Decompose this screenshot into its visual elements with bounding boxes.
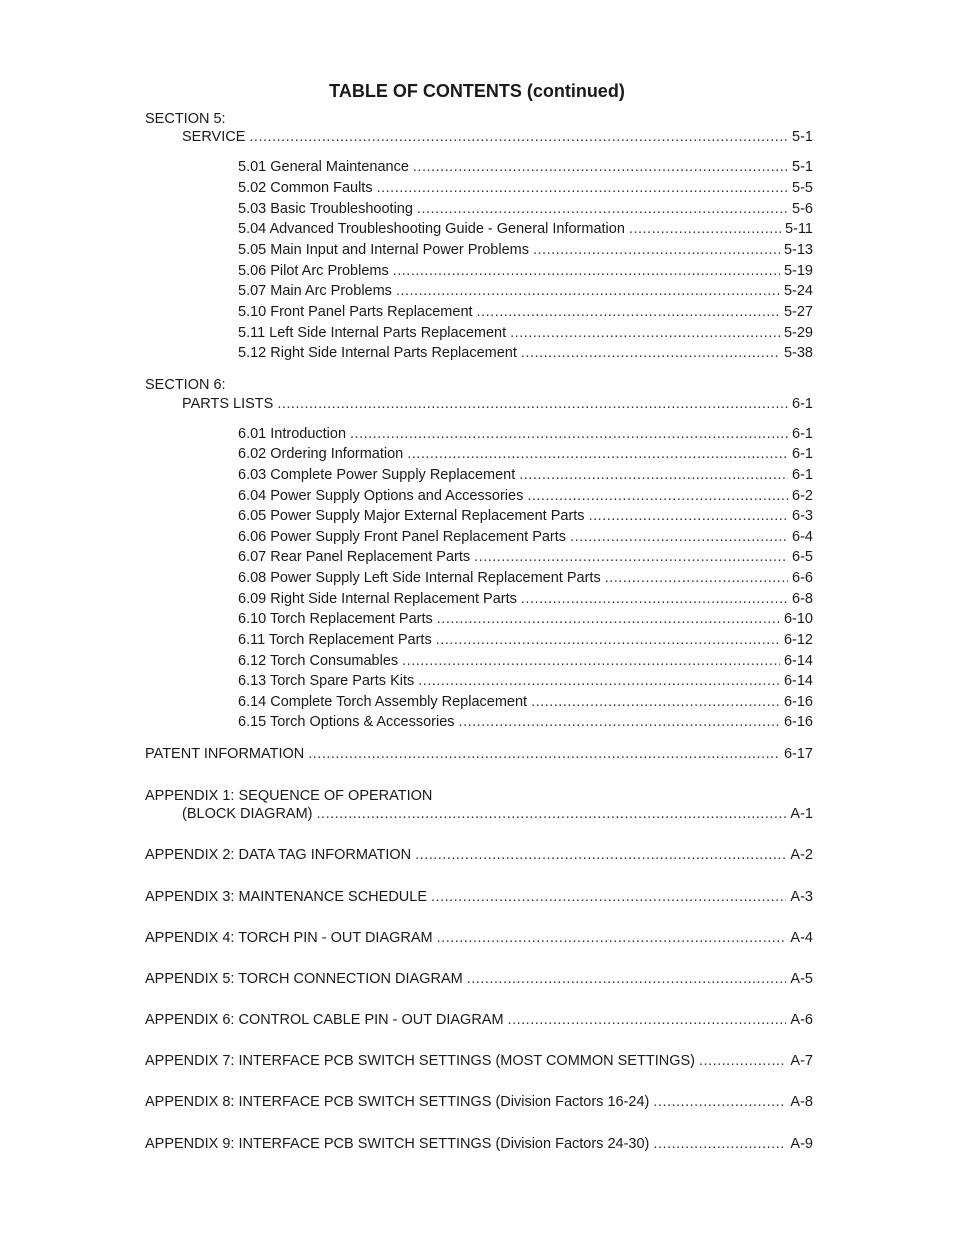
- toc-entry-6-10[interactable]: [238, 610, 813, 628]
- toc-entry-5-06[interactable]: [238, 262, 813, 280]
- toc-entry-6-07[interactable]: [238, 548, 813, 566]
- dot-leader: [317, 805, 787, 823]
- toc-entry-page: 6-16: [783, 694, 813, 710]
- toc-entry-appendix-8[interactable]: [145, 1093, 813, 1111]
- toc-entry-label: (BLOCK DIAGRAM): [182, 806, 313, 822]
- toc-entry-6-12[interactable]: [238, 652, 813, 670]
- toc-entry-page: 5-1: [792, 129, 813, 145]
- dot-leader: [277, 395, 788, 413]
- dot-leader: [510, 324, 780, 342]
- toc-entry-page: 6-14: [783, 673, 813, 689]
- toc-entry-label: 6.10 Torch Replacement Parts: [238, 611, 433, 627]
- toc-entry-5-03[interactable]: [238, 200, 813, 218]
- toc-entry-appendix-1[interactable]: [182, 805, 813, 823]
- toc-entry-appendix-6[interactable]: [145, 1011, 813, 1029]
- toc-entry-page: 6-3: [792, 508, 813, 524]
- dot-leader: [653, 1093, 786, 1111]
- toc-entry-6-11[interactable]: [238, 631, 813, 649]
- toc-entry-page: 6-10: [783, 611, 813, 627]
- dot-leader: [605, 569, 788, 587]
- toc-entry-page: 5-13: [783, 242, 813, 258]
- toc-entry-6-01[interactable]: [238, 425, 813, 443]
- dot-leader: [418, 672, 780, 690]
- dot-leader: [413, 158, 788, 176]
- toc-entry-5-12[interactable]: [238, 344, 813, 362]
- toc-entry-page: 6-1: [792, 446, 813, 462]
- toc-entry-label: 6.08 Power Supply Left Side Internal Replacement Parts: [238, 570, 601, 586]
- toc-entry-label: APPENDIX 4: TORCH PIN - OUT DIAGRAM: [145, 930, 433, 946]
- toc-entry-label: 5.03 Basic Troubleshooting: [238, 201, 413, 217]
- section-5-heading: SECTION 5:: [145, 111, 226, 127]
- toc-entry-label: 6.14 Complete Torch Assembly Replacement: [238, 694, 528, 710]
- toc-entry-label: 5.06 Pilot Arc Problems: [238, 263, 389, 279]
- dot-leader: [467, 970, 787, 988]
- dot-leader: [436, 631, 780, 649]
- toc-entry-label: APPENDIX 6: CONTROL CABLE PIN - OUT DIAGRAM: [145, 1012, 504, 1028]
- toc-entry-5-02[interactable]: [238, 179, 813, 197]
- toc-entry-label: 6.15 Torch Options & Accessories: [238, 714, 455, 730]
- toc-entry-page: A-6: [790, 1012, 813, 1028]
- toc-entry-label: 6.04 Power Supply Options and Accessories: [238, 488, 524, 504]
- toc-entry-appendix-9[interactable]: [145, 1135, 813, 1153]
- dot-leader: [589, 507, 788, 525]
- toc-entry-label: 5.07 Main Arc Problems: [238, 283, 392, 299]
- dot-leader: [508, 1011, 787, 1029]
- toc-entry-5-10[interactable]: [238, 303, 813, 321]
- dot-leader: [459, 713, 780, 731]
- toc-entry-page: 6-1: [792, 426, 813, 442]
- dot-leader: [308, 745, 780, 763]
- toc-entry-page: 5-38: [783, 345, 813, 361]
- toc-entry-6-14[interactable]: [238, 693, 813, 711]
- dot-leader: [377, 179, 788, 197]
- toc-entry-page: 5-5: [792, 180, 813, 196]
- toc-entry-page: A-4: [790, 930, 813, 946]
- toc-entry-page: 5-19: [783, 263, 813, 279]
- toc-entry-6-03[interactable]: [238, 466, 813, 484]
- toc-entry-page: 6-8: [792, 591, 813, 607]
- toc-entry-service[interactable]: [182, 128, 813, 146]
- toc-entry-page: 6-17: [783, 746, 813, 762]
- toc-entry-label: APPENDIX 9: INTERFACE PCB SWITCH SETTINGS (Division Factors 24-30): [145, 1136, 650, 1152]
- toc-entry-label: PARTS LISTS: [182, 396, 274, 412]
- toc-entry-label: APPENDIX 3: MAINTENANCE SCHEDULE: [145, 889, 428, 905]
- dot-leader: [570, 528, 788, 546]
- toc-entry-label: 5.11 Left Side Internal Parts Replacement: [238, 325, 507, 341]
- dot-leader: [415, 846, 786, 864]
- toc-entry-page: 6-5: [792, 549, 813, 565]
- toc-entry-6-15[interactable]: [238, 713, 813, 731]
- toc-entry-5-05[interactable]: [238, 241, 813, 259]
- toc-entry-appendix-2[interactable]: [145, 846, 813, 864]
- toc-entry-appendix-5[interactable]: [145, 970, 813, 988]
- toc-entry-label: 6.01 Introduction: [238, 426, 347, 442]
- toc-entry-page: 5-27: [783, 304, 813, 320]
- toc-entry-6-09[interactable]: [238, 590, 813, 608]
- toc-entry-label: 6.06 Power Supply Front Panel Replacement Parts: [238, 529, 567, 545]
- toc-entry-page: A-1: [790, 806, 813, 822]
- dot-leader: [393, 262, 780, 280]
- toc-entry-5-01[interactable]: [238, 158, 813, 176]
- dot-leader: [699, 1052, 786, 1070]
- dot-leader: [519, 466, 788, 484]
- toc-entry-page: 6-4: [792, 529, 813, 545]
- page-title: TABLE OF CONTENTS (continued): [329, 81, 625, 101]
- dot-leader: [417, 200, 788, 218]
- dot-leader: [477, 303, 780, 321]
- toc-entry-label: PATENT INFORMATION: [145, 746, 305, 762]
- toc-entry-page: 6-12: [783, 632, 813, 648]
- toc-entry-page: 5-11: [785, 221, 813, 237]
- toc-entry-6-08[interactable]: [238, 569, 813, 587]
- toc-entry-label: 6.13 Torch Spare Parts Kits: [238, 673, 415, 689]
- toc-entry-6-13[interactable]: [238, 672, 813, 690]
- toc-entry-5-11[interactable]: [238, 324, 813, 342]
- toc-entry-page: 6-16: [783, 714, 813, 730]
- dot-leader: [437, 929, 787, 947]
- toc-entry-label: APPENDIX 7: INTERFACE PCB SWITCH SETTINGS (MOST COMMON SETTINGS): [145, 1053, 695, 1069]
- toc-entry-label: 5.05 Main Input and Internal Power Problems: [238, 242, 529, 258]
- dot-leader: [629, 220, 781, 238]
- dot-leader: [396, 282, 780, 300]
- toc-entry-page: 5-29: [783, 325, 813, 341]
- toc-entry-6-05[interactable]: [238, 507, 813, 525]
- toc-entry-page: A-8: [790, 1094, 813, 1110]
- dot-leader: [437, 610, 780, 628]
- toc-entry-page: 5-6: [792, 201, 813, 217]
- toc-entry-page: 6-14: [783, 653, 813, 669]
- toc-entry-label: APPENDIX 8: INTERFACE PCB SWITCH SETTINGS (Division Factors 16-24): [145, 1094, 650, 1110]
- toc-entry-6-02[interactable]: [238, 445, 813, 463]
- dot-leader: [521, 344, 780, 362]
- toc-entry-appendix-4[interactable]: [145, 929, 813, 947]
- appendix-1-heading: APPENDIX 1: SEQUENCE OF OPERATION: [145, 788, 433, 804]
- toc-entry-6-06[interactable]: [238, 528, 813, 546]
- toc-entry-label: 5.12 Right Side Internal Parts Replacement: [238, 345, 517, 361]
- toc-entry-page: 6-6: [792, 570, 813, 586]
- toc-entry-label: 5.01 General Maintenance: [238, 159, 409, 175]
- toc-entry-label: 6.02 Ordering Information: [238, 446, 404, 462]
- toc-entry-label: 6.07 Rear Panel Replacement Parts: [238, 549, 471, 565]
- dot-leader: [431, 888, 786, 906]
- toc-entry-label: 5.04 Advanced Troubleshooting Guide - General Information: [238, 221, 625, 237]
- toc-entry-label: APPENDIX 5: TORCH CONNECTION DIAGRAM: [145, 971, 463, 987]
- toc-entry-label: 6.11 Torch Replacement Parts: [238, 632, 432, 648]
- toc-entry-5-04[interactable]: [238, 220, 813, 238]
- section-6-heading: SECTION 6:: [145, 377, 226, 393]
- dot-leader: [531, 693, 780, 711]
- toc-entry-label: 5.02 Common Faults: [238, 180, 373, 196]
- dot-leader: [474, 548, 788, 566]
- toc-entry-page: 5-1: [792, 159, 813, 175]
- toc-entry-page: A-5: [790, 971, 813, 987]
- toc-entry-6-04[interactable]: [238, 487, 813, 505]
- toc-entry-page: 5-24: [783, 283, 813, 299]
- toc-entry-label: 6.03 Complete Power Supply Replacement: [238, 467, 516, 483]
- dot-leader: [249, 128, 788, 146]
- toc-entry-page: A-7: [790, 1053, 813, 1069]
- toc-entry-page: A-9: [790, 1136, 813, 1152]
- toc-entry-label: APPENDIX 2: DATA TAG INFORMATION: [145, 847, 412, 863]
- toc-entry-patent[interactable]: [145, 745, 813, 763]
- toc-entry-page: A-2: [790, 847, 813, 863]
- toc-entry-appendix-7[interactable]: [145, 1052, 813, 1070]
- toc-entry-page: 6-1: [792, 467, 813, 483]
- dot-leader: [407, 445, 788, 463]
- toc-entry-parts-lists[interactable]: [182, 395, 813, 413]
- dot-leader: [533, 241, 780, 259]
- toc-entry-page: 6-2: [792, 488, 813, 504]
- toc-entry-page: A-3: [790, 889, 813, 905]
- dot-leader: [653, 1135, 786, 1153]
- toc-entry-appendix-3[interactable]: [145, 888, 813, 906]
- toc-entry-label: 6.05 Power Supply Major External Replacement Parts: [238, 508, 585, 524]
- dot-leader: [521, 590, 788, 608]
- toc-entry-label: SERVICE: [182, 129, 246, 145]
- dot-leader: [402, 652, 780, 670]
- toc-entry-page: 6-1: [792, 396, 813, 412]
- toc-entry-label: 6.12 Torch Consumables: [238, 653, 399, 669]
- toc-entry-label: 6.09 Right Side Internal Replacement Parts: [238, 591, 517, 607]
- dot-leader: [527, 487, 788, 505]
- toc-entry-label: 5.10 Front Panel Parts Replacement: [238, 304, 473, 320]
- toc-entry-5-07[interactable]: [238, 282, 813, 300]
- dot-leader: [350, 425, 788, 443]
